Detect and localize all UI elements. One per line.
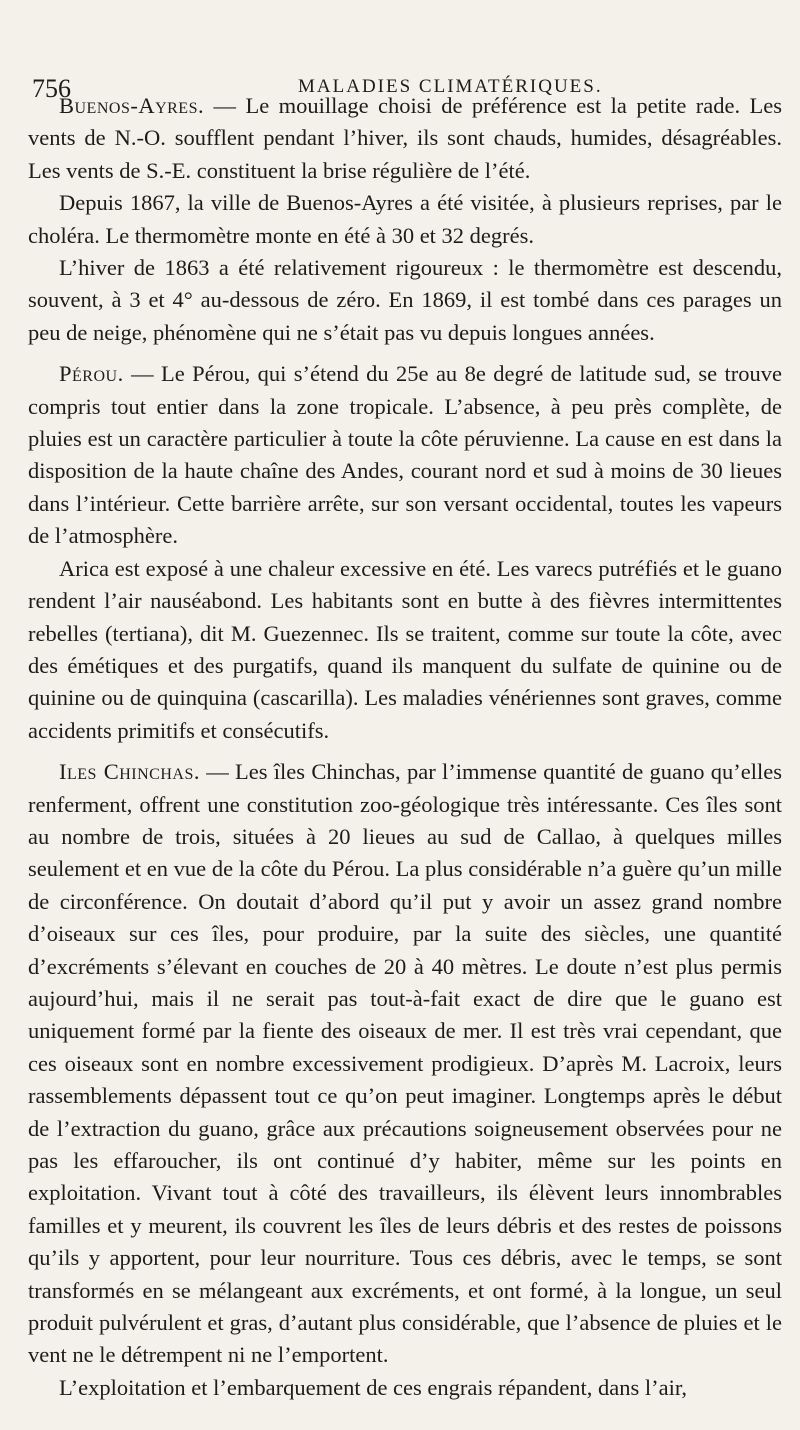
paragraph-text: L’exploitation et l’embarquement de ces engrais répandent, dans l’air,	[59, 1374, 688, 1400]
paragraph-buenos-ayres	[28, 90, 782, 187]
section-heading: Pérou.	[59, 361, 124, 387]
paragraph-cholera	[28, 187, 782, 252]
paragraph-text: — Le mouillage choisi de préférence est la petite rade. Les vents de N.-O. soufflent pendant l’hiver, ils sont chauds, humides, désagréables. Les vents de S.-E. constituent la brise régulière de l’été.	[28, 93, 782, 183]
section-heading: Iles Chinchas.	[59, 759, 200, 785]
page-header	[28, 48, 782, 103]
page-number: 756	[32, 74, 71, 103]
paragraph-exploitation	[28, 1372, 782, 1404]
paragraph-hiver	[28, 252, 782, 349]
page-body	[28, 90, 782, 1404]
paragraph-text: — Le Pérou, qui s’étend du 25e au 8e degré de latitude sud, se trouve compris tout entier dans la zone tropicale. L’absence, à peu près complète, de pluies est un caractère particulier à toute la côte péruvienne. La cause en est dans la disposition de la haute chaîne des Andes, courant nord et sud à moins de 30 lieues dans l’intérieur. Cette barrière arrête, sur son versant occidental, toutes les vapeurs de l’atmosphère.	[28, 361, 782, 549]
paragraph-iles-chinchas	[28, 756, 782, 1372]
paragraph-perou	[28, 358, 782, 552]
paragraph-text: Depuis 1867, la ville de Buenos-Ayres a été visitée, à plusieurs reprises, par le choléra. Le thermomètre monte en été à 30 et 32 degrés.	[28, 190, 782, 248]
paragraph-text: Arica est exposé à une chaleur excessive en été. Les varecs putréfiés et le guano rendent l’air nauséabond. Les habitants sont en butte à des fièvres intermittentes rebelles (tertiana), dit M. Guezennec. Ils se traitent, comme sur toute la côte, avec des émétiques et des purgatifs, quand ils manquent du sulfate de quinine ou de quinine ou de quinquina (cascarilla). Les maladies vénériennes sont graves, comme accidents primitifs et consécutifs.	[28, 555, 782, 743]
paragraph-text: L’hiver de 1863 a été relativement rigoureux : le thermomètre est descendu, souvent, à 3 et 4° au-dessous de zéro. En 1869, il est tombé dans ces parages un peu de neige, phénomène qui ne s’était pas vu depuis longues années.	[28, 255, 782, 345]
running-title: MALADIES CLIMATÉRIQUES.	[298, 76, 603, 97]
section-heading: Buenos-Ayres.	[59, 93, 205, 118]
paragraph-text: — Les îles Chinchas, par l’immense quantité de guano qu’elles renferment, offrent une constitution zoo-géologique très intéressante. Ces îles sont au nombre de trois, situées à 20 lieues au sud de Callao, à quelques milles seulement et en vue de la côte du Pérou. La plus considérable n’a guère qu’un mille de circonférence. On doutait d’abord qu’il put y avoir un assez grand nombre d’oiseaux sur ces îles, pour produire, par la suite des siècles, une quantité d’excréments s’élevant en couches de 20 à 40 mètres. Le doute n’est plus permis aujourd’hui, mais il ne serait pas tout-à-fait exact de dire que le guano est uniquement formé par la fiente des oiseaux de mer. Il est très vrai cependant, que ces oiseaux sont en nombre excessivement prodigieux. D’après M. Lacroix, leurs rassemblements dépassent tout ce qu’on peut imaginer. Longtemps après le début de l’extraction du guano, grâce aux précautions soigneusement observées pour ne pas les effaroucher, ils ont continué d’y habiter, même sur les points en exploitation. Vivant tout à côté des travailleurs, ils élèvent leurs innombrables familles et y meurent, ils couvrent les îles de leurs débris et des restes de poissons qu’ils y apportent, pour leur nourriture. Tous ces débris, avec le temps, se sont transformés en se mélangeant aux excréments, et ont formé, à la longue, un seul produit pulvérulent et gras, d’autant plus considérable, que l’absence de pluies et le vent ne le détrempent ni ne l’emportent.	[28, 759, 782, 1368]
paragraph-arica	[28, 553, 782, 747]
